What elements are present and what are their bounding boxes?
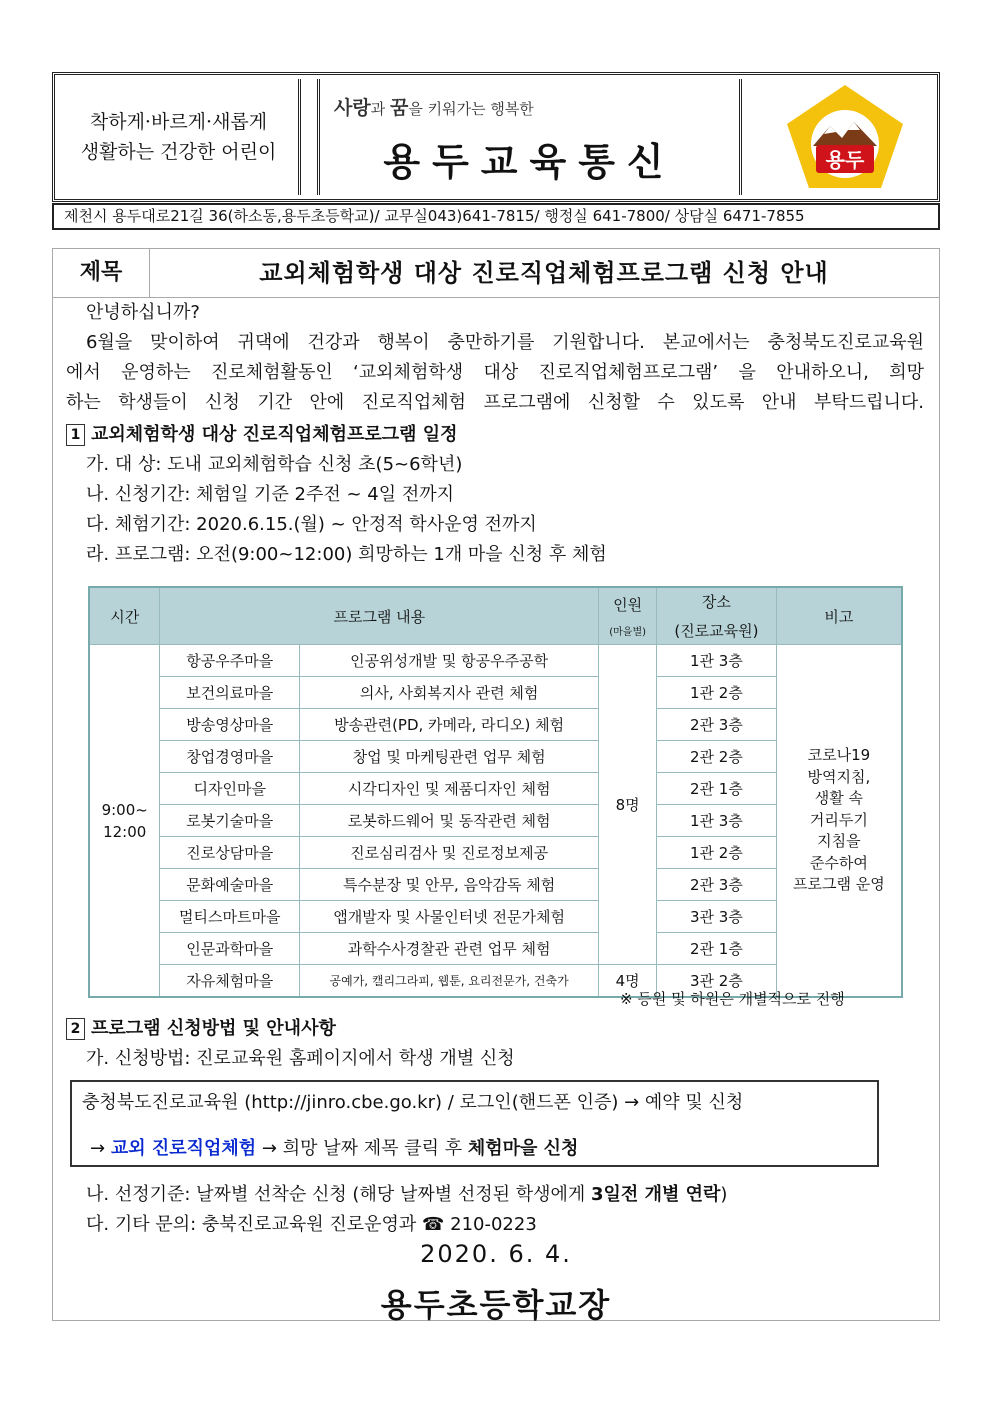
village-cell: 문화예술마을 (160, 869, 300, 901)
section-1-item-ga: 가. 대 상: 도내 교외체험학습 신청 초(5~6학년) (86, 454, 463, 475)
section-1-item-ra: 라. 프로그램: 오전(9:00~12:00) 희망하는 1개 마을 신청 후 체험 (86, 544, 607, 565)
place-cell: 2관 1층 (657, 773, 777, 805)
table-body (89, 645, 902, 998)
village-cell: 진로상담마을 (160, 837, 300, 869)
slogan: 사랑과 꿈을 키워가는 행복한 (334, 97, 534, 119)
place-cell: 2관 3층 (657, 709, 777, 741)
time-cell: 9:00~ 12:00 (89, 645, 160, 998)
newsletter-masthead (317, 79, 742, 195)
desc-cell: 방송관련(PD, 카메라, 라디오) 체험 (300, 709, 599, 741)
logo-text: 용두 (825, 148, 865, 172)
school-logo (755, 79, 935, 195)
subject-row (53, 249, 939, 298)
header-note: 비고 (776, 587, 902, 645)
desc-cell: 의사, 사회복지사 관련 체험 (300, 677, 599, 709)
desc-cell: 공예가, 캘리그라피, 웹툰, 요리전문가, 건축가 (300, 965, 599, 998)
section-1-heading: 1 교외체험학생 대상 진로직업체험프로그램 일정 (66, 420, 458, 446)
section-2-number: 2 (66, 1018, 85, 1040)
intro-line-3: 하는 학생들이 신청 기간 안에 진로직업체험 프로그램에 신청할 수 있도록 안내 부탁드립니다. (66, 392, 924, 413)
steps-line-1: 충청북도진로교육원 (http://jinro.cbe.go.kr) / 로그인(핸드폰 인증) → 예약 및 신청 (82, 1092, 744, 1113)
desc-cell: 앱개발자 및 사물인터넷 전문가체험 (300, 901, 599, 933)
desc-cell: 시각디자인 및 제품디자인 체험 (300, 773, 599, 805)
motto-line-2: 생활하는 건강한 어린이 (80, 141, 277, 163)
village-cell: 항공우주마을 (160, 645, 300, 677)
principal-signature: 용두초등학교장 (380, 1286, 612, 1324)
desc-cell: 진로심리검사 및 진로정보제공 (300, 837, 599, 869)
village-cell: 보건의료마을 (160, 677, 300, 709)
header-people: 인원 (마을별) (599, 587, 657, 645)
steps-line-2: → 교외 진로직업체험 → 희망 날짜 제목 클릭 후 체험마을 신청 (90, 1138, 579, 1159)
section-2-item-na: 나. 선정기준: 날짜별 선착순 신청 (해당 날짜별 선정된 학생에게 3일전 개별 연락) (86, 1184, 728, 1205)
section-2-item-ga: 가. 신청방법: 진로교육원 홈페이지에서 학생 개별 신청 (86, 1048, 515, 1069)
place-cell: 2관 2층 (657, 741, 777, 773)
desc-cell: 특수분장 및 안무, 음악감독 체험 (300, 869, 599, 901)
people-cell: 8명 (599, 645, 657, 965)
application-steps-box (70, 1080, 879, 1167)
subject-title: 교외체험학생 대상 진로직업체험프로그램 신청 안내 (259, 259, 829, 287)
village-cell: 인문과학마을 (160, 933, 300, 965)
school-motto (59, 79, 301, 195)
place-cell: 3관 2층 (657, 965, 777, 998)
header-place: 장소 (진로교육원) (657, 587, 777, 645)
village-cell: 로봇기술마을 (160, 805, 300, 837)
desc-cell: 로봇하드웨어 및 동작관련 체험 (300, 805, 599, 837)
desc-cell: 인공위성개발 및 항공우주공학 (300, 645, 599, 677)
table-footnote: ※ 등원 및 하원은 개별적으로 진행 (620, 990, 845, 1008)
village-cell: 창업경영마을 (160, 741, 300, 773)
table-header-row (89, 587, 902, 645)
village-cell: 디자인마을 (160, 773, 300, 805)
place-cell: 1관 3층 (657, 805, 777, 837)
newsletter-title: 용두교육통신 (383, 140, 676, 184)
section-1-item-na: 나. 신청기간: 체험일 기준 2주전 ~ 4일 전까지 (86, 484, 455, 505)
table-row (89, 645, 902, 677)
section-1-item-da: 다. 체험기간: 2020.6.15.(월) ~ 안정적 학사운영 전까지 (86, 514, 537, 535)
place-cell: 1관 2층 (657, 837, 777, 869)
section-1-number: 1 (66, 424, 85, 446)
place-cell: 2관 1층 (657, 933, 777, 965)
school-emblem-icon (782, 82, 908, 192)
greeting: 안녕하십니까? (86, 302, 200, 323)
issue-date: 2020. 6. 4. (420, 1240, 572, 1268)
village-cell: 자유체험마을 (160, 965, 300, 998)
desc-cell: 창업 및 마케팅관련 업무 체험 (300, 741, 599, 773)
desc-cell: 과학수사경찰관 관련 업무 체험 (300, 933, 599, 965)
school-address: 제천시 용두대로21길 36(하소동,용두초등학교)/ 교무실043)641-7815/ 행정실 641-7800/ 상담실 6471-7855 (52, 203, 940, 230)
header-content: 프로그램 내용 (160, 587, 599, 645)
subject-label: 제목 (53, 249, 150, 297)
section-2-heading: 2 프로그램 신청방법 및 안내사항 (66, 1014, 336, 1040)
place-cell: 3관 3층 (657, 901, 777, 933)
motto-line-1: 착하게·바르게·새롭게 (89, 111, 268, 133)
header-time: 시간 (89, 587, 160, 645)
village-cell: 방송영상마을 (160, 709, 300, 741)
steps-highlight: 교외 진로직업체험 (110, 1138, 257, 1159)
program-table (88, 586, 903, 998)
place-cell: 1관 3층 (657, 645, 777, 677)
newsletter-header (52, 72, 940, 202)
section-2-item-da: 다. 기타 문의: 충북진로교육원 진로운영과 ☎ 210-0223 (86, 1214, 537, 1235)
note-cell: 코로나19 방역지침, 생활 속 거리두기 지침을 준수하여 프로그램 운영 (776, 645, 902, 998)
intro-line-2: 에서 운영하는 진로체험활동인 ‘교외체험학생 대상 진로직업체험프로그램’ 을 안내하오니, 희망 (66, 362, 924, 383)
people-cell-last: 4명 (599, 965, 657, 998)
village-cell: 멀티스마트마을 (160, 901, 300, 933)
place-cell: 1관 2층 (657, 677, 777, 709)
place-cell: 2관 3층 (657, 869, 777, 901)
intro-line-1: 6월을 맞이하여 귀댁에 건강과 행복이 충만하기를 기원합니다. 본교에서는 충청북도진로교육원 (86, 332, 924, 353)
